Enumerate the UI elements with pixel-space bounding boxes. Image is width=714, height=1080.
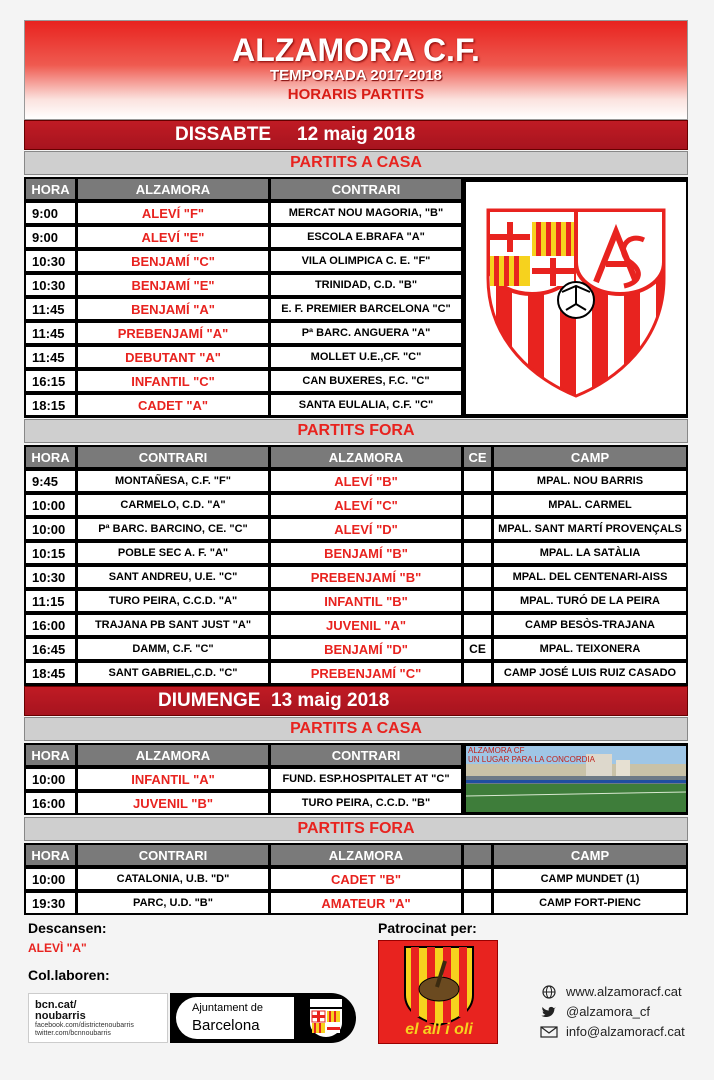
alzamora-team: INFANTIL "A" — [78, 769, 268, 789]
header-hora: HORA — [26, 745, 75, 765]
opponent-team: Pª BARC. ANGUERA "A" — [271, 323, 461, 343]
sunday-away-table — [24, 843, 688, 915]
ce-flag — [464, 663, 491, 683]
alzamora-team: ALEVÍ "C" — [271, 495, 461, 515]
match-time: 10:30 — [26, 275, 75, 295]
header-contrari: CONTRARI — [78, 845, 268, 865]
ce-flag — [464, 893, 491, 913]
field-name: MPAL. NOU BARRIS — [494, 471, 686, 491]
opponent-team: PARC, U.D. "B" — [78, 893, 268, 913]
opponent-team: TRAJANA PB SANT JUST "A" — [78, 615, 268, 635]
bcn-line-2: twitter.com/bcnnoubarris — [35, 1030, 111, 1037]
rest-team: ALEVÌ "A" — [28, 941, 87, 955]
field-name: MPAL. CARMEL — [494, 495, 686, 515]
ce-flag — [464, 543, 491, 563]
ajuntament-line2: Barcelona — [192, 1017, 260, 1034]
saturday-away-table — [24, 445, 688, 686]
alzamora-team: AMATEUR "A" — [271, 893, 461, 913]
club-crest — [466, 182, 686, 414]
sponsor-logo — [378, 940, 498, 1044]
match-time: 10:00 — [26, 869, 75, 889]
match-time: 10:00 — [26, 769, 75, 789]
opponent-team: FUND. ESP.HOSPITALET AT "C" — [271, 769, 461, 789]
saturday-home-section-title: PARTITS A CASA — [24, 151, 688, 175]
email-link[interactable]: info@alzamoracf.cat — [566, 1024, 685, 1039]
header-alzamora: ALZAMORA — [271, 845, 461, 865]
club-title: ALZAMORA C.F. — [232, 32, 480, 68]
ce-flag — [464, 567, 491, 587]
header-ce: CE — [464, 447, 491, 467]
ce-flag — [464, 615, 491, 635]
ajuntament-line1: Ajuntament de — [192, 1002, 263, 1014]
header-hora: HORA — [26, 447, 75, 467]
stadium-photo — [466, 746, 686, 812]
opponent-team: TURO PEIRA, C.C.D. "B" — [271, 793, 461, 813]
header-contrari: CONTRARI — [271, 179, 461, 199]
alzamora-team: BENJAMÍ "A" — [78, 299, 268, 319]
header-alzamora: ALZAMORA — [78, 179, 268, 199]
rest-label: Descansen: — [28, 920, 107, 936]
match-time: 10:30 — [26, 567, 75, 587]
field-name: CAMP MUNDET (1) — [494, 869, 686, 889]
match-time: 11:45 — [26, 347, 75, 367]
header-hora: HORA — [26, 179, 75, 199]
match-time: 10:15 — [26, 543, 75, 563]
alzamora-team: JUVENIL "A" — [271, 615, 461, 635]
ce-flag: CE — [464, 639, 491, 659]
opponent-team: Pª BARC. BARCINO, CE. "C" — [78, 519, 268, 539]
match-time: 9:00 — [26, 203, 75, 223]
shield-icon — [466, 182, 686, 414]
match-time: 16:00 — [26, 615, 75, 635]
header-contrari: CONTRARI — [271, 745, 461, 765]
match-time: 9:45 — [26, 471, 75, 491]
noubarris-logo — [28, 993, 168, 1043]
opponent-team: MONTAÑESA, C.F. "F" — [78, 471, 268, 491]
opponent-team: CARMELO, C.D. "A" — [78, 495, 268, 515]
contact-twitter[interactable] — [540, 1004, 650, 1019]
match-time: 10:00 — [26, 519, 75, 539]
sunday-day-label: DIUMENGE — [158, 690, 261, 711]
alzamora-team: BENJAMÍ "C" — [78, 251, 268, 271]
header-contrari: CONTRARI — [78, 447, 268, 467]
opponent-team: MERCAT NOU MAGORIA, "B" — [271, 203, 461, 223]
barcelona-crest-icon — [304, 997, 348, 1039]
match-time: 18:45 — [26, 663, 75, 683]
opponent-team: SANTA EULALIA, C.F. "C" — [271, 395, 461, 415]
sunday-home-section-title: PARTITS A CASA — [24, 717, 688, 741]
match-time: 11:45 — [26, 323, 75, 343]
alzamora-team: JUVENIL "B" — [78, 793, 268, 813]
header-hora: HORA — [26, 845, 75, 865]
opponent-team: TURO PEIRA, C.C.D. "A" — [78, 591, 268, 611]
alzamora-team: PREBENJAMÍ "C" — [271, 663, 461, 683]
header-camp: CAMP — [494, 447, 686, 467]
header-alzamora: ALZAMORA — [271, 447, 461, 467]
contact-email[interactable] — [540, 1024, 685, 1039]
match-time: 18:15 — [26, 395, 75, 415]
field-name: MPAL. SANT MARTÍ PROVENÇALS — [494, 519, 686, 539]
field-name: MPAL. TEIXONERA — [494, 639, 686, 659]
alzamora-team: PREBENJAMÍ "B" — [271, 567, 461, 587]
alzamora-team: DEBUTANT "A" — [78, 347, 268, 367]
ce-flag — [464, 519, 491, 539]
field-name: MPAL. DEL CENTENARI-AISS — [494, 567, 686, 587]
opponent-team: VILA OLIMPICA C. E. "F" — [271, 251, 461, 271]
photo-caption-line1: ALZAMORA CF — [468, 746, 525, 755]
opponent-team: ESCOLA E.BRAFA "A" — [271, 227, 461, 247]
bcn-title-2: noubarris — [35, 1010, 86, 1022]
match-time: 16:00 — [26, 793, 75, 813]
saturday-day-label: DISSABTE — [175, 124, 272, 145]
globe-icon — [540, 985, 558, 999]
alzamora-team: INFANTIL "C" — [78, 371, 268, 391]
opponent-team: SANT GABRIEL,C.D. "C" — [78, 663, 268, 683]
bcn-line-1: facebook.com/districtenoubarris — [35, 1022, 134, 1029]
web-link[interactable]: www.alzamoracf.cat — [566, 984, 682, 999]
header-camp: CAMP — [494, 845, 686, 865]
saturday-away-section-title: PARTITS FORA — [24, 419, 688, 443]
header-alzamora: ALZAMORA — [78, 745, 268, 765]
season-label: TEMPORADA 2017-2018 — [269, 67, 442, 84]
opponent-team: DAMM, C.F. "C" — [78, 639, 268, 659]
alzamora-team: ALEVÍ "D" — [271, 519, 461, 539]
ce-flag — [464, 591, 491, 611]
match-time: 9:00 — [26, 227, 75, 247]
header-banner — [24, 20, 688, 120]
opponent-team: CATALONIA, U.B. "D" — [78, 869, 268, 889]
field-name: CAMP JOSÉ LUIS RUIZ CASADO — [494, 663, 686, 683]
sponsor-label: Patrocinat per: — [378, 920, 477, 936]
match-time: 16:45 — [26, 639, 75, 659]
saturday-date-label: 12 maig 2018 — [297, 124, 416, 145]
alzamora-team: BENJAMÍ "E" — [78, 275, 268, 295]
alzamora-team: CADET "A" — [78, 395, 268, 415]
alzamora-team: INFANTIL "B" — [271, 591, 461, 611]
alzamora-team: BENJAMÍ "D" — [271, 639, 461, 659]
opponent-team: E. F. PREMIER BARCELONA "C" — [271, 299, 461, 319]
collab-label: Col.laboren: — [28, 967, 110, 983]
ajuntament-logo — [170, 993, 356, 1043]
opponent-team: MOLLET U.E.,CF. "C" — [271, 347, 461, 367]
header-ce — [464, 845, 491, 865]
match-time: 10:00 — [26, 495, 75, 515]
photo-caption-line2: UN LUGAR PARA LA CONCORDIA — [468, 755, 595, 764]
match-time: 10:30 — [26, 251, 75, 271]
sunday-band — [24, 686, 688, 716]
sunday-date-label: 13 maig 2018 — [271, 690, 390, 711]
field-name: CAMP BESÒS-TRAJANA — [494, 615, 686, 635]
alzamora-team: PREBENJAMÍ "A" — [78, 323, 268, 343]
match-time: 19:30 — [26, 893, 75, 913]
bcn-title-1: bcn.cat/ — [35, 999, 77, 1011]
alzamora-team: ALEVÍ "E" — [78, 227, 268, 247]
field-name: CAMP FORT-PIENC — [494, 893, 686, 913]
sunday-away-section-title: PARTITS FORA — [24, 817, 688, 841]
alzamora-team: ALEVÍ "B" — [271, 471, 461, 491]
mail-icon — [540, 1025, 558, 1039]
opponent-team: CAN BUXERES, F.C. "C" — [271, 371, 461, 391]
opponent-team: SANT ANDREU, U.E. "C" — [78, 567, 268, 587]
alzamora-team: BENJAMÍ "B" — [271, 543, 461, 563]
opponent-team: TRINIDAD, C.D. "B" — [271, 275, 461, 295]
field-name: MPAL. LA SATÀLIA — [494, 543, 686, 563]
schedule-subtitle: HORARIS PARTITS — [287, 86, 425, 103]
match-time: 11:45 — [26, 299, 75, 319]
field-name: MPAL. TURÓ DE LA PEIRA — [494, 591, 686, 611]
match-time: 16:15 — [26, 371, 75, 391]
twitter-icon — [540, 1005, 558, 1019]
ce-flag — [464, 471, 491, 491]
saturday-band — [24, 120, 688, 150]
alzamora-team: CADET "B" — [271, 869, 461, 889]
opponent-team: POBLE SEC A. F. "A" — [78, 543, 268, 563]
match-time: 11:15 — [26, 591, 75, 611]
ce-flag — [464, 869, 491, 889]
alzamora-team: ALEVÍ "F" — [78, 203, 268, 223]
ce-flag — [464, 495, 491, 515]
twitter-handle[interactable]: @alzamora_cf — [566, 1004, 651, 1019]
sponsor-name: el all i oli — [405, 1021, 473, 1038]
contact-web[interactable] — [540, 984, 682, 999]
